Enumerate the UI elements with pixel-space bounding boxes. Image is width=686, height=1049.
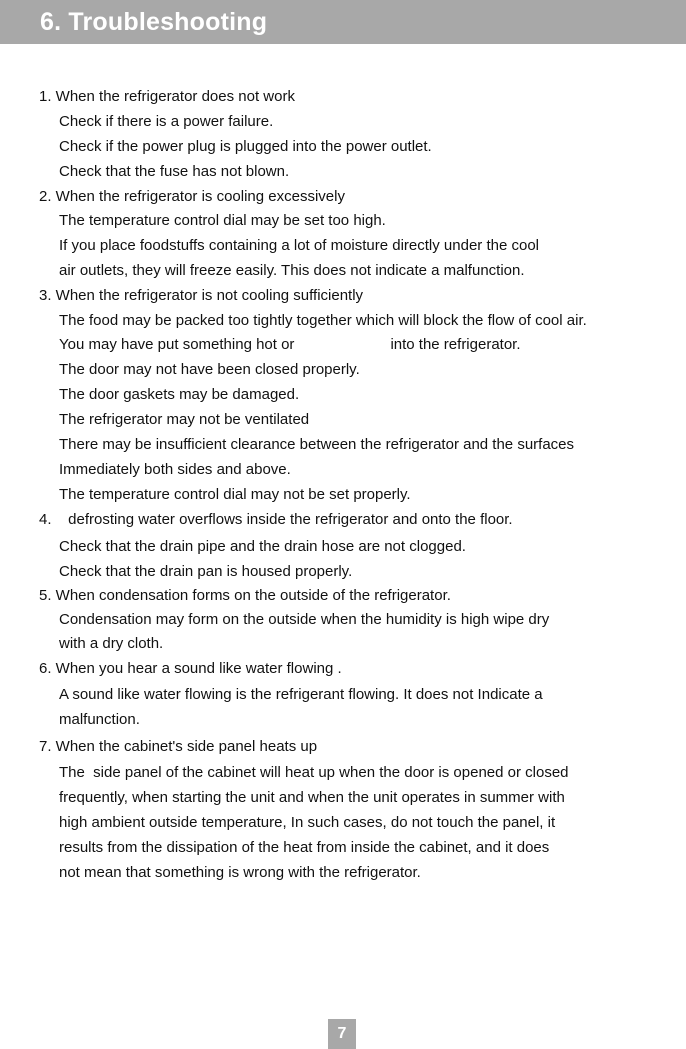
section-6-line-1: A sound like water flowing is the refrigerant flowing. It does not Indicate a: [59, 686, 543, 703]
section-heading-2: 2. When the refrigerator is cooling excessively: [39, 188, 345, 205]
section-1-line-3: Check that the fuse has not blown.: [59, 163, 290, 180]
section-2-line-2: If you place foodstuffs containing a lot of moisture directly under the cool: [59, 237, 539, 254]
section-3-line-7: Immediately both sides and above.: [59, 461, 291, 478]
section-7-line-1: The side panel of the cabinet will heat up when the door is opened or closed: [59, 764, 569, 781]
section-2-line-1: The temperature control dial may be set too high.: [59, 212, 386, 229]
section-1-line-2: Check if the power plug is plugged into the power outlet.: [59, 138, 432, 155]
section-2-line-3: air outlets, they will freeze easily. This does not indicate a malfunction.: [59, 262, 525, 279]
section-3-line-3: The door may not have been closed properly.: [59, 361, 360, 378]
page-title: 6. Troubleshooting: [40, 8, 268, 36]
section-3-line-2-end: into the refrigerator.: [390, 336, 521, 353]
page-number-box: [328, 1019, 356, 1049]
section-3-line-8: The temperature control dial may not be set properly.: [59, 486, 411, 503]
section-7-line-3: high ambient outside temperature, In such cases, do not touch the panel, it: [59, 814, 556, 831]
section-3-line-1: The food may be packed too tightly together which will block the flow of cool air.: [59, 312, 587, 329]
section-7-line-5: not mean that something is wrong with the refrigerator.: [59, 864, 421, 881]
section-5-line-1: Condensation may form on the outside when the humidity is high wipe dry: [59, 611, 550, 628]
section-heading-5: 5. When condensation forms on the outside of the refrigerator.: [39, 587, 451, 604]
section-3-line-2-start: You may have put something hot or: [59, 336, 295, 353]
section-heading-6: 6. When you hear a sound like water flowing .: [39, 660, 342, 677]
section-heading-4: 4. defrosting water overflows inside the refrigerator and onto the floor.: [39, 511, 513, 528]
page-number: 7: [337, 1025, 347, 1042]
section-4-line-1: Check that the drain pipe and the drain hose are not clogged.: [59, 538, 466, 555]
section-5-line-2: with a dry cloth.: [59, 635, 164, 652]
section-3-line-4: The door gaskets may be damaged.: [59, 386, 300, 403]
section-3-line-6: There may be insufficient clearance between the refrigerator and the surfaces: [59, 436, 575, 453]
section-6-line-2: malfunction.: [59, 711, 140, 728]
section-3-line-5: The refrigerator may not be ventilated: [59, 411, 310, 428]
section-1-line-1: Check if there is a power failure.: [59, 113, 274, 130]
page-header: [0, 0, 686, 44]
section-4-line-2: Check that the drain pan is housed properly.: [59, 563, 353, 580]
section-3-line-2: [59, 336, 521, 354]
section-7-line-2: frequently, when starting the unit and when the unit operates in summer with: [59, 789, 565, 806]
section-7-line-4: results from the dissipation of the heat from inside the cabinet, and it does: [59, 839, 550, 856]
section-heading-7: 7. When the cabinet's side panel heats up: [39, 738, 318, 755]
section-heading-3: 3. When the refrigerator is not cooling sufficiently: [39, 287, 364, 304]
section-heading-1: 1. When the refrigerator does not work: [39, 88, 295, 105]
